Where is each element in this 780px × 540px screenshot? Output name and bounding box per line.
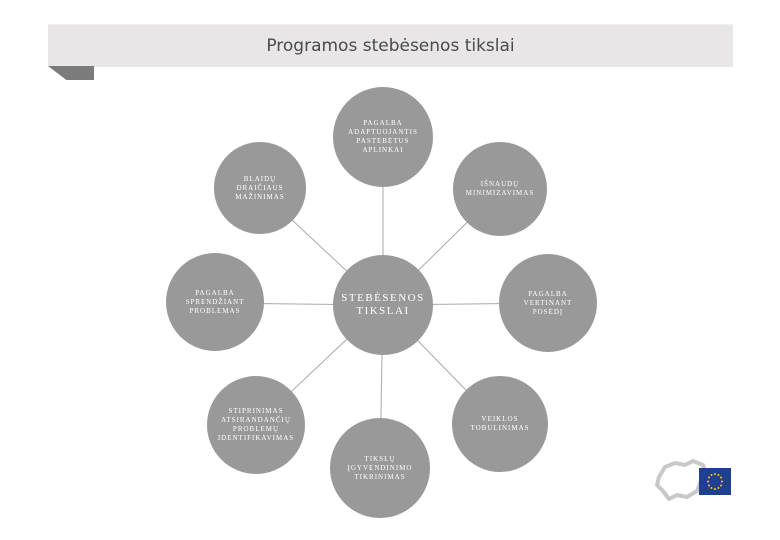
node-lower-left-label: STIPRINIMAS ATSIRANDANČIŲ PROBLEMŲ IDENTIFIKAVIMAS bbox=[217, 407, 295, 442]
node-lower-right-label: VEIKLOS TOBULINIMAS bbox=[470, 415, 530, 432]
page-title: Programos stebėsenos tikslai bbox=[266, 36, 515, 56]
node-right bbox=[499, 254, 597, 352]
node-top-label: PAGALBA ADAPTUOJANTIS PASTEBĖTUS APLINKAI bbox=[348, 119, 418, 154]
node-upper-left bbox=[214, 142, 306, 234]
node-upper-right bbox=[453, 142, 547, 236]
eu-lithuania-logo bbox=[655, 455, 735, 503]
node-right-label: PAGALBA VERTINANT POSĖDĮ bbox=[523, 289, 573, 316]
node-upper-left-label: BLAIDŲ DRAIČIAUS MAŽINIMAS bbox=[235, 174, 285, 201]
node-lower-left bbox=[207, 376, 305, 474]
node-lower-right bbox=[452, 376, 548, 472]
node-bottom bbox=[330, 418, 430, 518]
node-center-label: STEBĖSENOS TIKSLAI bbox=[341, 292, 425, 317]
eu-flag bbox=[699, 468, 731, 495]
node-left bbox=[166, 253, 264, 351]
node-center bbox=[333, 255, 433, 355]
lithuania-map-shape bbox=[657, 461, 705, 499]
node-upper-right-label: IŠNAUDŲ MINIMIZAVIMAS bbox=[465, 180, 535, 197]
node-top bbox=[333, 87, 433, 187]
node-bottom-label: TIKSLŲ ĮGYVENDINIMO TIKRINIMAS bbox=[347, 454, 413, 481]
node-left-label: PAGALBA SPRENDŽIANT PROBLEMAS bbox=[185, 288, 245, 315]
